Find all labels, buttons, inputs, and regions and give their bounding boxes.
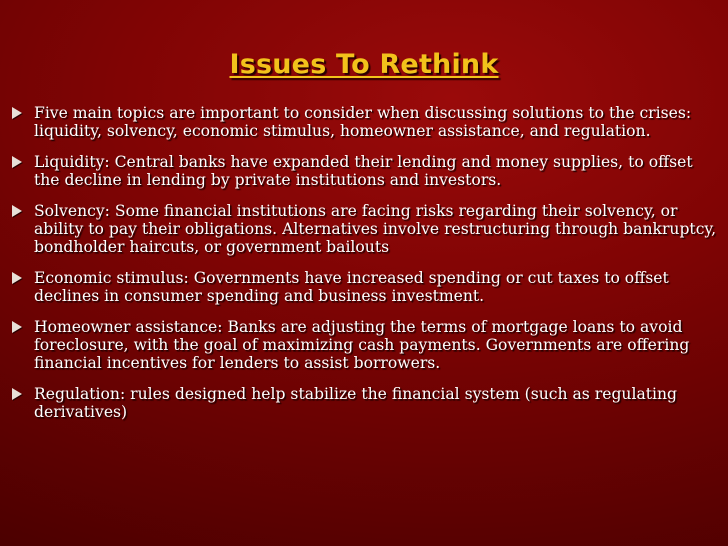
bullet-item-homeowner-assistance xyxy=(12,318,718,372)
triangle-bullet-icon xyxy=(12,107,22,119)
bullet-text: Economic stimulus: Governments have increased spending or cut taxes to offset declines in consumer spending and business investment. xyxy=(34,269,669,305)
bullet-text: Five main topics are important to consider when discussing solutions to the crises: liquidity, solvency, economic stimulus, homeowner assistance, and regulation. xyxy=(34,104,692,140)
triangle-bullet-icon xyxy=(12,321,22,333)
bullet-item-liquidity xyxy=(12,153,718,189)
bullet-item-overview xyxy=(12,104,718,140)
bullet-text: Liquidity: Central banks have expanded their lending and money supplies, to offset the decline in lending by private institutions and investors. xyxy=(34,153,693,189)
bullet-item-regulation xyxy=(12,385,718,421)
triangle-bullet-icon xyxy=(12,156,22,168)
triangle-bullet-icon xyxy=(12,205,22,217)
triangle-bullet-icon xyxy=(12,388,22,400)
bullet-item-economic-stimulus xyxy=(12,269,718,305)
bullet-text: Solvency: Some financial institutions are facing risks regarding their solvency, or ability to pay their obligations. Alternatives involve restructuring through bankruptcy, bondholder haircuts, or government bailouts xyxy=(34,202,717,256)
bullet-text: Regulation: rules designed help stabilize the financial system (such as regulating derivatives) xyxy=(34,385,678,421)
bullet-text: Homeowner assistance: Banks are adjusting the terms of mortgage loans to avoid foreclosure, with the goal of maximizing cash payments. Governments are offering financial incentives for lenders to assist borrowers. xyxy=(34,318,690,372)
bullet-list xyxy=(12,104,718,434)
slide-title: Issues To Rethink xyxy=(229,49,499,80)
triangle-bullet-icon xyxy=(12,272,22,284)
bullet-item-solvency xyxy=(12,202,718,256)
